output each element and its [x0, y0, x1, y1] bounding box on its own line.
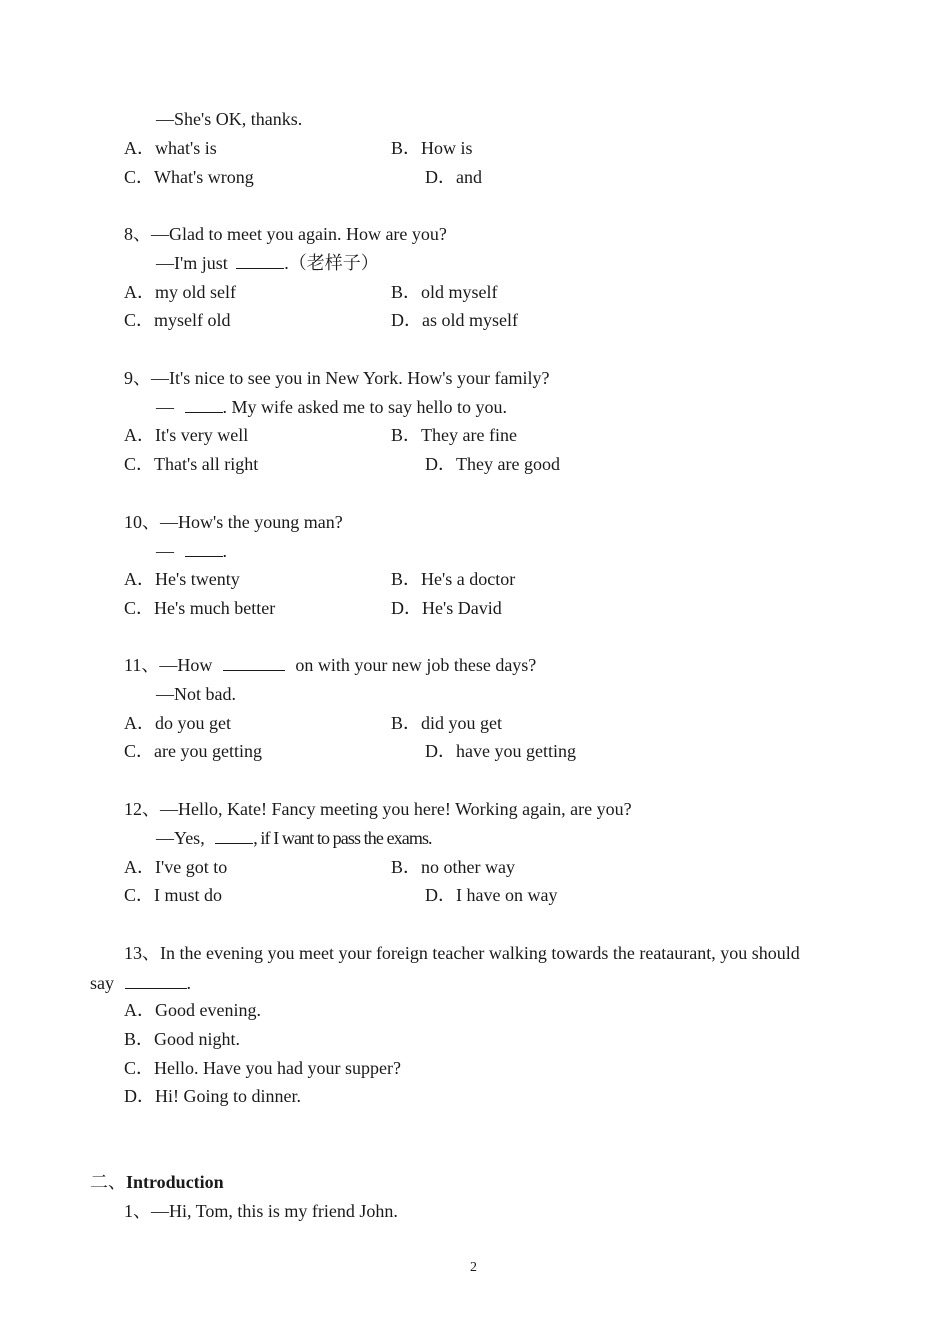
q12-reply-post: , if I want to pass the exams.: [253, 828, 432, 848]
q9-stem: 9、—It's nice to see you in New York. How's your family?: [124, 368, 550, 388]
q10-option-a: A．He's twenty: [124, 569, 240, 589]
q13-stem-line2-post: .: [186, 973, 191, 993]
q8-reply-post: .（老样子）: [284, 253, 379, 273]
q10-reply-post: .: [222, 541, 227, 561]
q9-option-d: D．They are good: [425, 454, 560, 474]
q10-option-d: D．He's David: [391, 598, 502, 618]
q7-option-b: B．How is: [391, 138, 473, 158]
q11-stem: [124, 654, 536, 676]
q11-answer-blank: [223, 654, 285, 671]
q11-reply: —Not bad.: [156, 684, 236, 704]
section2-heading: [90, 1171, 224, 1193]
q11-stem-pre: 11、—How: [124, 655, 213, 675]
q9-reply-post: . My wife asked me to say hello to you.: [222, 397, 507, 417]
q9-reply: [156, 396, 507, 418]
q7-option-c: C．What's wrong: [124, 167, 254, 187]
q13-option-d: D．Hi! Going to dinner.: [124, 1086, 301, 1106]
section2-number: 二、: [90, 1172, 126, 1192]
q12-option-b: B．no other way: [391, 857, 515, 877]
q9-reply-pre: —: [156, 397, 174, 417]
q13-option-b: B．Good night.: [124, 1029, 241, 1049]
q11-option-a: A．do you get: [124, 713, 231, 733]
q10-option-c: C．He's much better: [124, 598, 276, 618]
q8-stem: 8、—Glad to meet you again. How are you?: [124, 224, 447, 244]
q11-option-b: B．did you get: [391, 713, 502, 733]
q12-answer-blank: [215, 827, 253, 844]
q10-answer-blank: [185, 540, 223, 557]
q13-stem-line2-pre: say: [90, 973, 114, 993]
q10-reply-pre: —: [156, 541, 174, 561]
q9-option-a: A．It's very well: [124, 425, 249, 445]
q7-option-d: D．and: [425, 167, 482, 187]
q13-option-c: C．Hello. Have you had your supper?: [124, 1058, 401, 1078]
q13-stem-line1: 13、In the evening you meet your foreign teacher walking towards the reataurant, you should: [124, 943, 800, 963]
q10-option-b: B．He's a doctor: [391, 569, 516, 589]
q12-option-c: C．I must do: [124, 885, 223, 905]
q12-option-d: D．I have on way: [425, 885, 558, 905]
q10-stem: 10、—How's the young man?: [124, 512, 343, 532]
q11-stem-post: on with your new job these days?: [295, 655, 537, 675]
q13-stem-line2: [90, 972, 191, 994]
q12-option-a: A．I've got to: [124, 857, 228, 877]
q7-answer-line: —She's OK, thanks.: [156, 109, 303, 129]
page-number: 2: [470, 1260, 477, 1275]
q8-reply-pre: —I'm just: [156, 253, 228, 273]
q13-option-a: A．Good evening.: [124, 1000, 261, 1020]
q9-option-b: B．They are fine: [391, 425, 517, 445]
q12-reply-pre: —Yes,: [156, 828, 205, 848]
q10-reply: [156, 540, 227, 562]
q9-option-c: C．That's all right: [124, 454, 259, 474]
q7-option-a: A．what's is: [124, 138, 217, 158]
q8-reply: [156, 252, 379, 274]
section2-q1: 1、—Hi, Tom, this is my friend John.: [124, 1201, 398, 1221]
q11-option-d: D．have you getting: [425, 741, 576, 761]
q11-option-c: C．are you getting: [124, 741, 262, 761]
q12-reply: [156, 827, 432, 849]
q8-option-b: B．old myself: [391, 282, 498, 302]
q8-option-a: A．my old self: [124, 282, 236, 302]
section2-title: Introduction: [126, 1172, 224, 1192]
q9-answer-blank: [185, 396, 223, 413]
q8-option-d: D．as old myself: [391, 310, 518, 330]
q8-answer-blank: [236, 252, 284, 269]
q13-answer-blank: [125, 972, 187, 989]
q12-stem: 12、—Hello, Kate! Fancy meeting you here! Working again, are you?: [124, 799, 632, 819]
q8-option-c: C．myself old: [124, 310, 231, 330]
